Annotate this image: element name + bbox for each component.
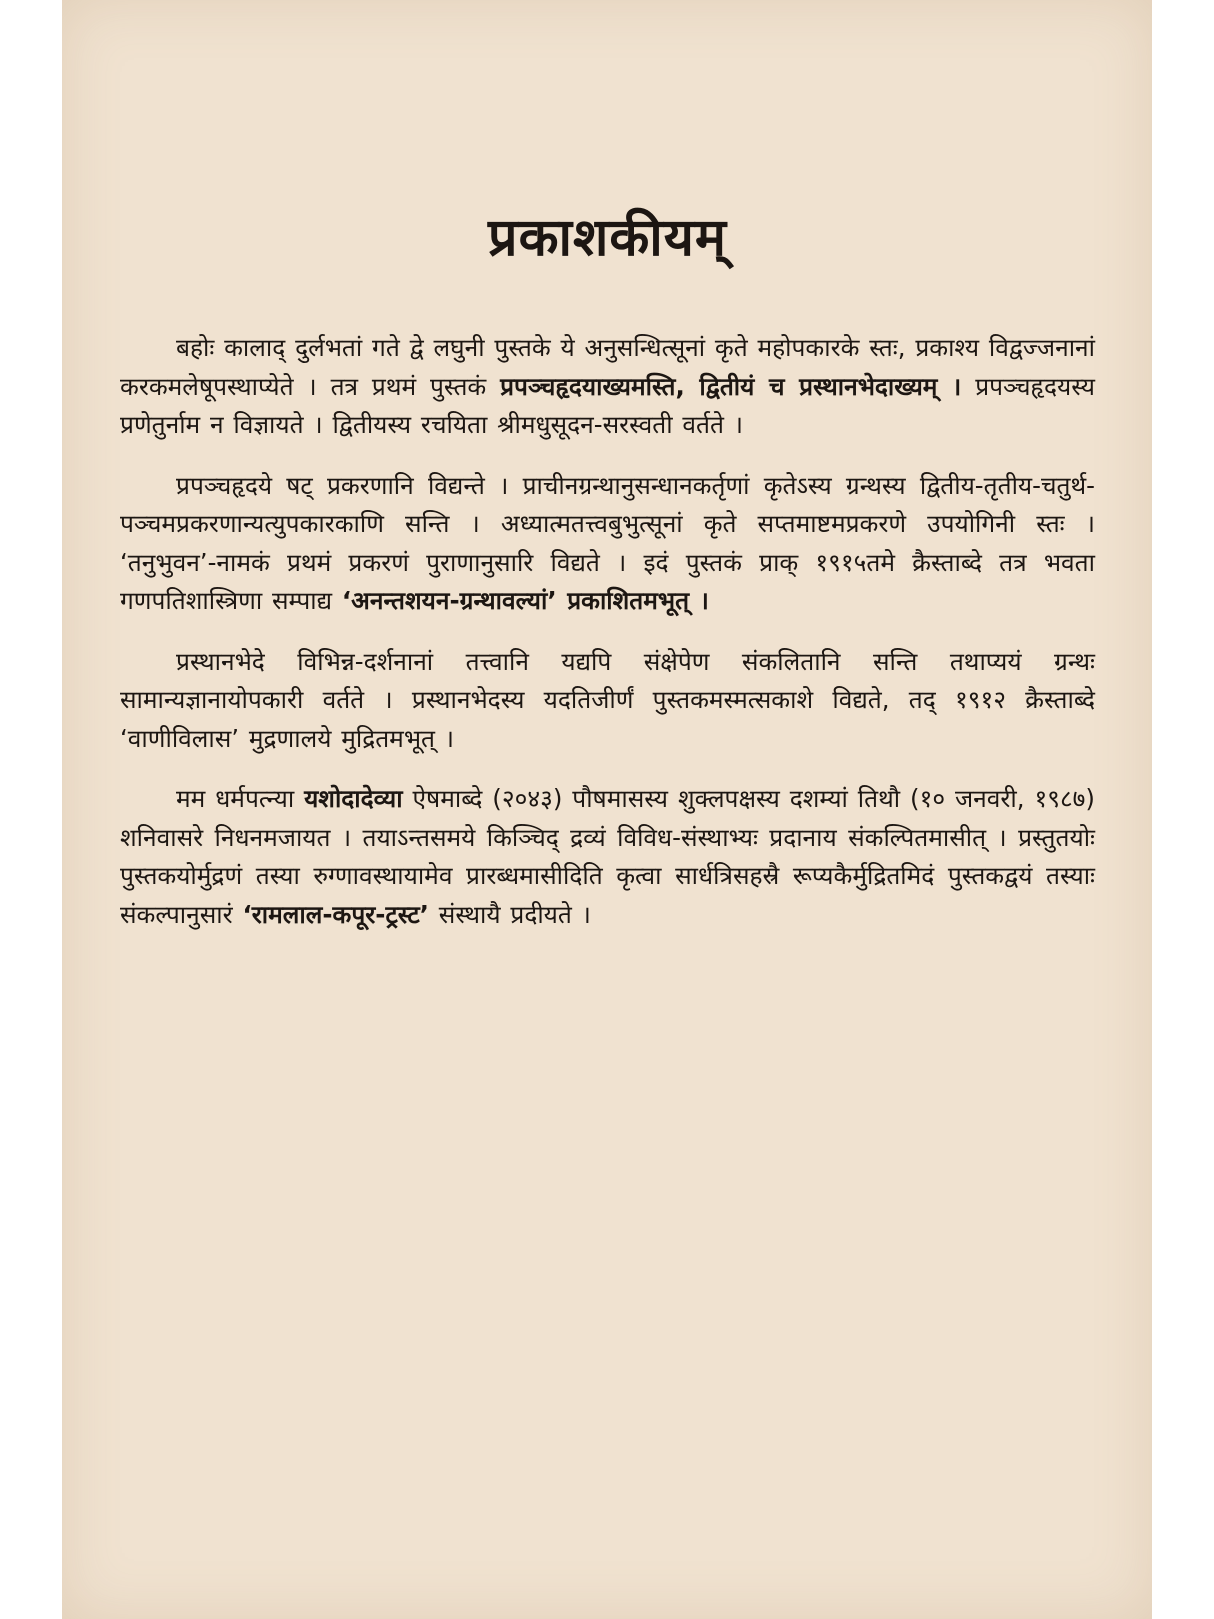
text-span: संस्थायै प्रदीयते । (428, 899, 591, 929)
text-span: मम धर्मपत्न्या (176, 784, 305, 813)
bold-text-span: ‘अनन्तशयन-ग्रन्थावल्यां’ प्रकाशितमभूत् । (341, 586, 709, 615)
page-title: प्रकाशकीयम् (487, 208, 727, 268)
bold-text-span: ‘रामलाल-कपूर-ट्रस्ट’ (242, 899, 429, 929)
paragraph-1 (120, 329, 1095, 445)
paragraph-4 (120, 780, 1095, 934)
paragraph-3 (120, 643, 1095, 759)
text-span: प्रपञ्चहृदयस्य प्रणेतुर्नाम न विज्ञायते । द्वितीयस्य रचयिता श्रीमधुसूदन-सरस्वती वर्तते । (120, 371, 1095, 439)
text-span: ऐषमाब्दे (२०४३) पौषमासस्य शुक्लपक्षस्य दशम्यां तिथौ (१० जनवरी, १९८७) शनिवासरे निधनमजायत । तयाऽन्तसमये किञ्चिद् द्रव्यं विविध-संस्थाभ्यः प्रदानाय संकल्पितमासीत् । प्रस्तुतयोः पुस्तकयोर्मुद्रणं तस्या रुग्णावस्थायामेव प्रारब्धमासीदिति कृत्वा सार्धत्रिसहस्रै रूप्यकैर्मुद्रितमिदं पुस्तकद्वयं तस्याः संकल्पानुसारं (120, 784, 1095, 929)
text-span: बहोः कालाद् दुर्लभतां गते द्वे लघुनी पुस्तके ये अनुसन्धित्सूनां कृते महोपकारके स्तः, प्रकाश्य विद्वज्जनानां करकमलेषूपस्थाप्येते । तत्र प्रथमं पुस्तकं (120, 333, 1095, 401)
text-span: प्रस्थानभेदे विभिन्न-दर्शनानां तत्त्वानि यद्यपि संक्षेपेण संकलितानि सन्ति तथाप्ययं ग्रन्थः सामान्यज्ञानायोपकारी वर्तते । प्रस्थानभेदस्य यदतिजीर्णं पुस्तकमस्मत्सकाशे विद्यते, तद् १९१२ क्रैस्ताब्दे ‘वाणीविलास’ मुद्रणालये मुद्रितमभूत् । (120, 646, 1095, 753)
bold-text-span: यशोदादेव्या (304, 784, 403, 813)
text-span: प्रपञ्चहृदये षट् प्रकरणानि विद्यन्ते । प्राचीनग्रन्थानुसन्धानकर्तृणां कृतेऽस्य ग्रन्थस्य द्वितीय-तृतीय-चतुर्थ-पञ्चमप्रकरणान्यत्युपकारकाणि सन्ति । अध्यात्मतत्त्वबुभुत्सूनां कृते सप्तमाष्टमप्रकरणे उपयोगिनी स्तः । ‘तनुभुवन’-नामकं प्रथमं प्रकरणं पुराणानुसारि विद्यते । इदं पुस्तकं प्राक् १९१५तमे क्रैस्ताब्दे तत्र भवता गणपतिशास्त्रिणा सम्पाद्य (120, 470, 1095, 615)
document-page (120, 150, 1095, 956)
bold-text-span: प्रपञ्चहृदयाख्यमस्ति, द्वितीयं च प्रस्थानभेदाख्यम् । (500, 371, 962, 401)
paragraph-2 (120, 467, 1095, 621)
